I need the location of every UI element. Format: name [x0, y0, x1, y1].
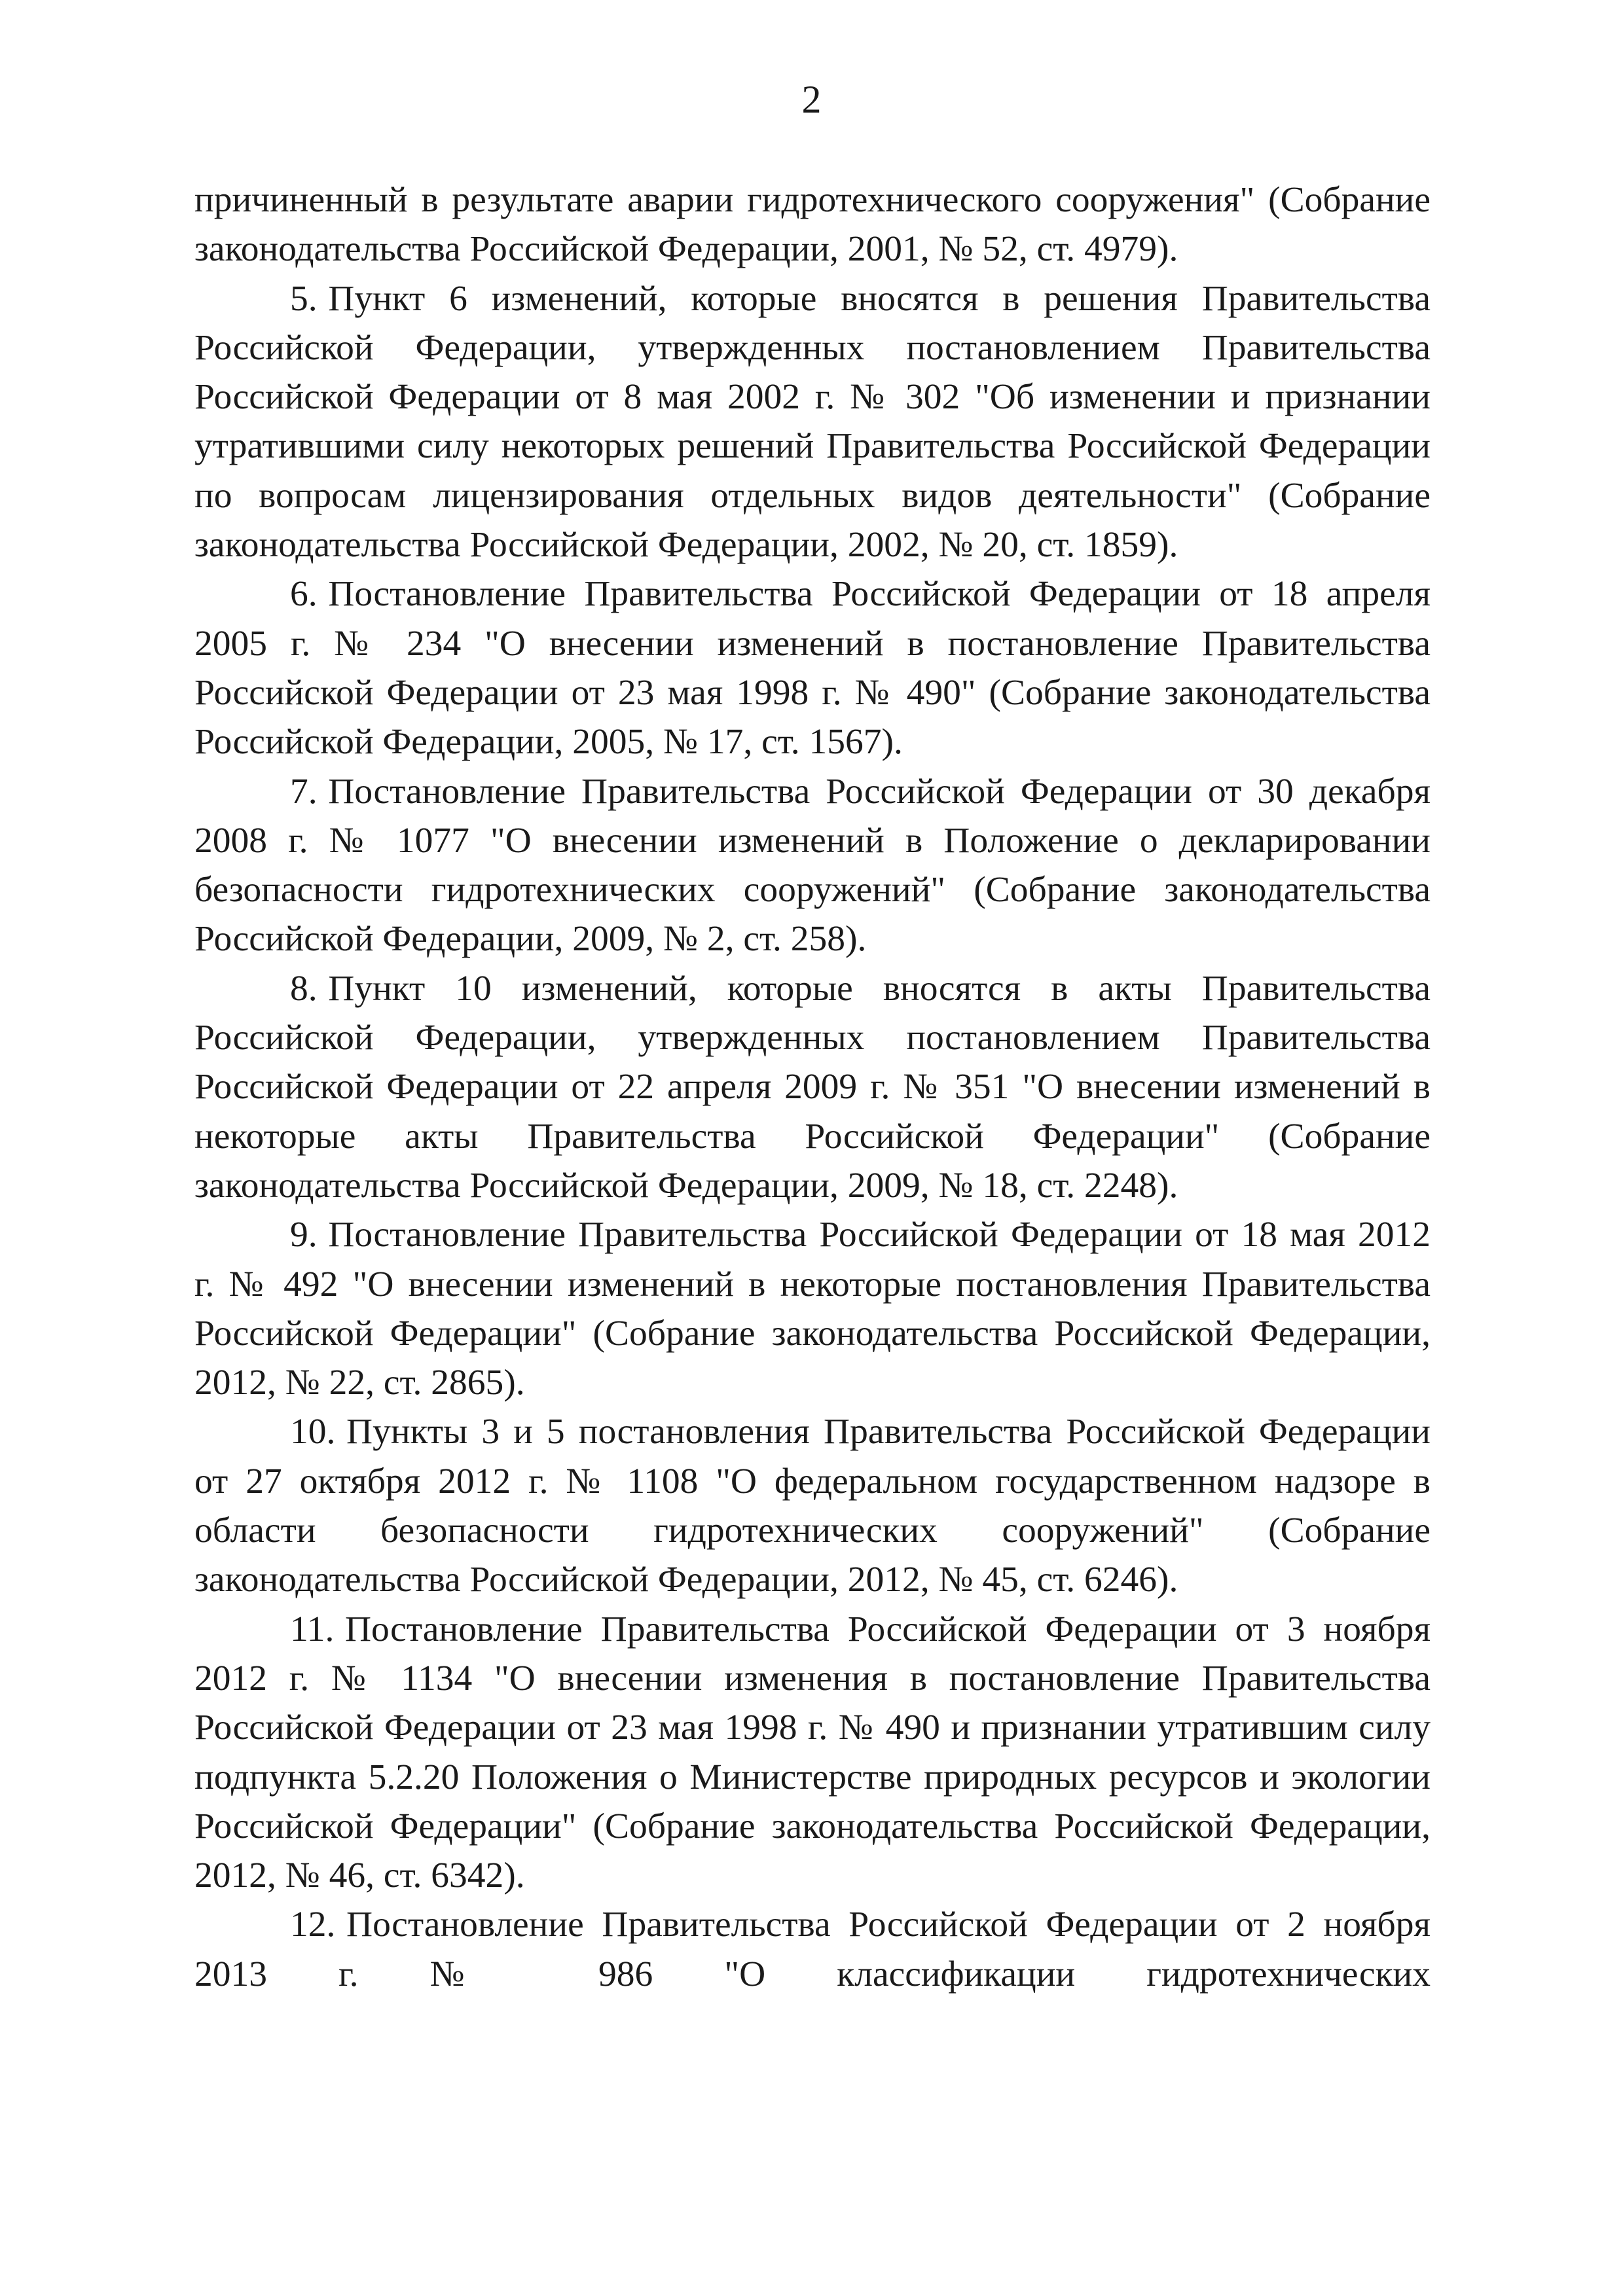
- item-text: Постановление Правительства Российской Федерации от 30 декабря 2008 г. № 1077 "О внесении изменений в Положение о декларировании безопасности гидротехнических сооружений" (Собрание законодательства Российской Федерации, 2009, № 2, ст. 258).: [194, 771, 1431, 960]
- paragraph-text: причиненный в результате аварии гидротехнического сооружения" (Собрание законодательства Российской Федерации, 2001, № 52, ст. 4979).: [194, 180, 1431, 270]
- item-text: Постановление Правительства Российской Федерации от 18 апреля 2005 г. № 234 "О внесении изменений в постановление Правительства Российской Федерации от 23 мая 1998 г. № 490" (Собрание законодательства Российской Федерации, 2005, № 17, ст. 1567).: [194, 574, 1431, 762]
- item-text: Пункт 6 изменений, которые вносятся в решения Правительства Российской Федерации, утвержденных постановлением Правительства Российской Федерации от 8 мая 2002 г. № 302 "Об изменении и признании утратившими силу некоторых решений Правительства Российской Федерации по вопросам лицензирования отдельных видов деятельности" (Собрание законодательства Российской Федерации, 2002, № 20, ст. 1859).: [194, 278, 1431, 565]
- item-text: Пункт 10 изменений, которые вносятся в акты Правительства Российской Федерации, утвержденных постановлением Правительства Российской Федерации от 22 апреля 2009 г. № 351 "О внесении изменений в некоторые акты Правительства Российской Федерации" (Собрание законодательства Российской Федерации, 2009, № 18, ст. 2248).: [194, 968, 1431, 1206]
- document-body: [194, 175, 1431, 1999]
- item-number: 7.: [290, 771, 318, 812]
- item-text: Постановление Правительства Российской Федерации от 2 ноября 2013 г. № 986 "О классификации гидротехнических: [194, 1905, 1431, 1994]
- item-number: 5.: [290, 278, 318, 319]
- list-item-5: [194, 274, 1431, 570]
- list-item-6: [194, 569, 1431, 766]
- item-number: 9.: [290, 1215, 318, 1255]
- list-item-12: [194, 1900, 1431, 1999]
- item-number: 12.: [290, 1905, 336, 1945]
- paragraph-continuation: [194, 175, 1431, 274]
- item-text: Постановление Правительства Российской Федерации от 3 ноября 2012 г. № 1134 "О внесении изменения в постановление Правительства Российской Федерации от 23 мая 1998 г. № 490 и признании утратившим силу подпункта 5.2.20 Положения о Министерстве природных ресурсов и экологии Российской Федерации" (Собрание законодательства Российской Федерации, 2012, № 46, ст. 6342).: [194, 1609, 1431, 1896]
- list-item-11: [194, 1605, 1431, 1901]
- list-item-9: [194, 1210, 1431, 1407]
- list-item-8: [194, 964, 1431, 1210]
- item-number: 6.: [290, 574, 318, 615]
- item-number: 11.: [290, 1609, 335, 1649]
- item-number: 8.: [290, 968, 318, 1009]
- item-number: 10.: [290, 1412, 336, 1452]
- list-item-7: [194, 767, 1431, 964]
- item-text: Постановление Правительства Российской Федерации от 18 мая 2012 г. № 492 "О внесении изменений в некоторые постановления Правительства Российской Федерации" (Собрание законодательства Российской Федерации, 2012, № 22, ст. 2865).: [194, 1215, 1431, 1403]
- page-number: 2: [801, 78, 822, 121]
- item-text: Пункты 3 и 5 постановления Правительства Российской Федерации от 27 октября 2012 г. № 1108 "О федеральном государственном надзоре в области безопасности гидротехнических сооружений" (Собрание законодательства Российской Федерации, 2012, № 45, ст. 6246).: [194, 1412, 1431, 1600]
- list-item-10: [194, 1407, 1431, 1604]
